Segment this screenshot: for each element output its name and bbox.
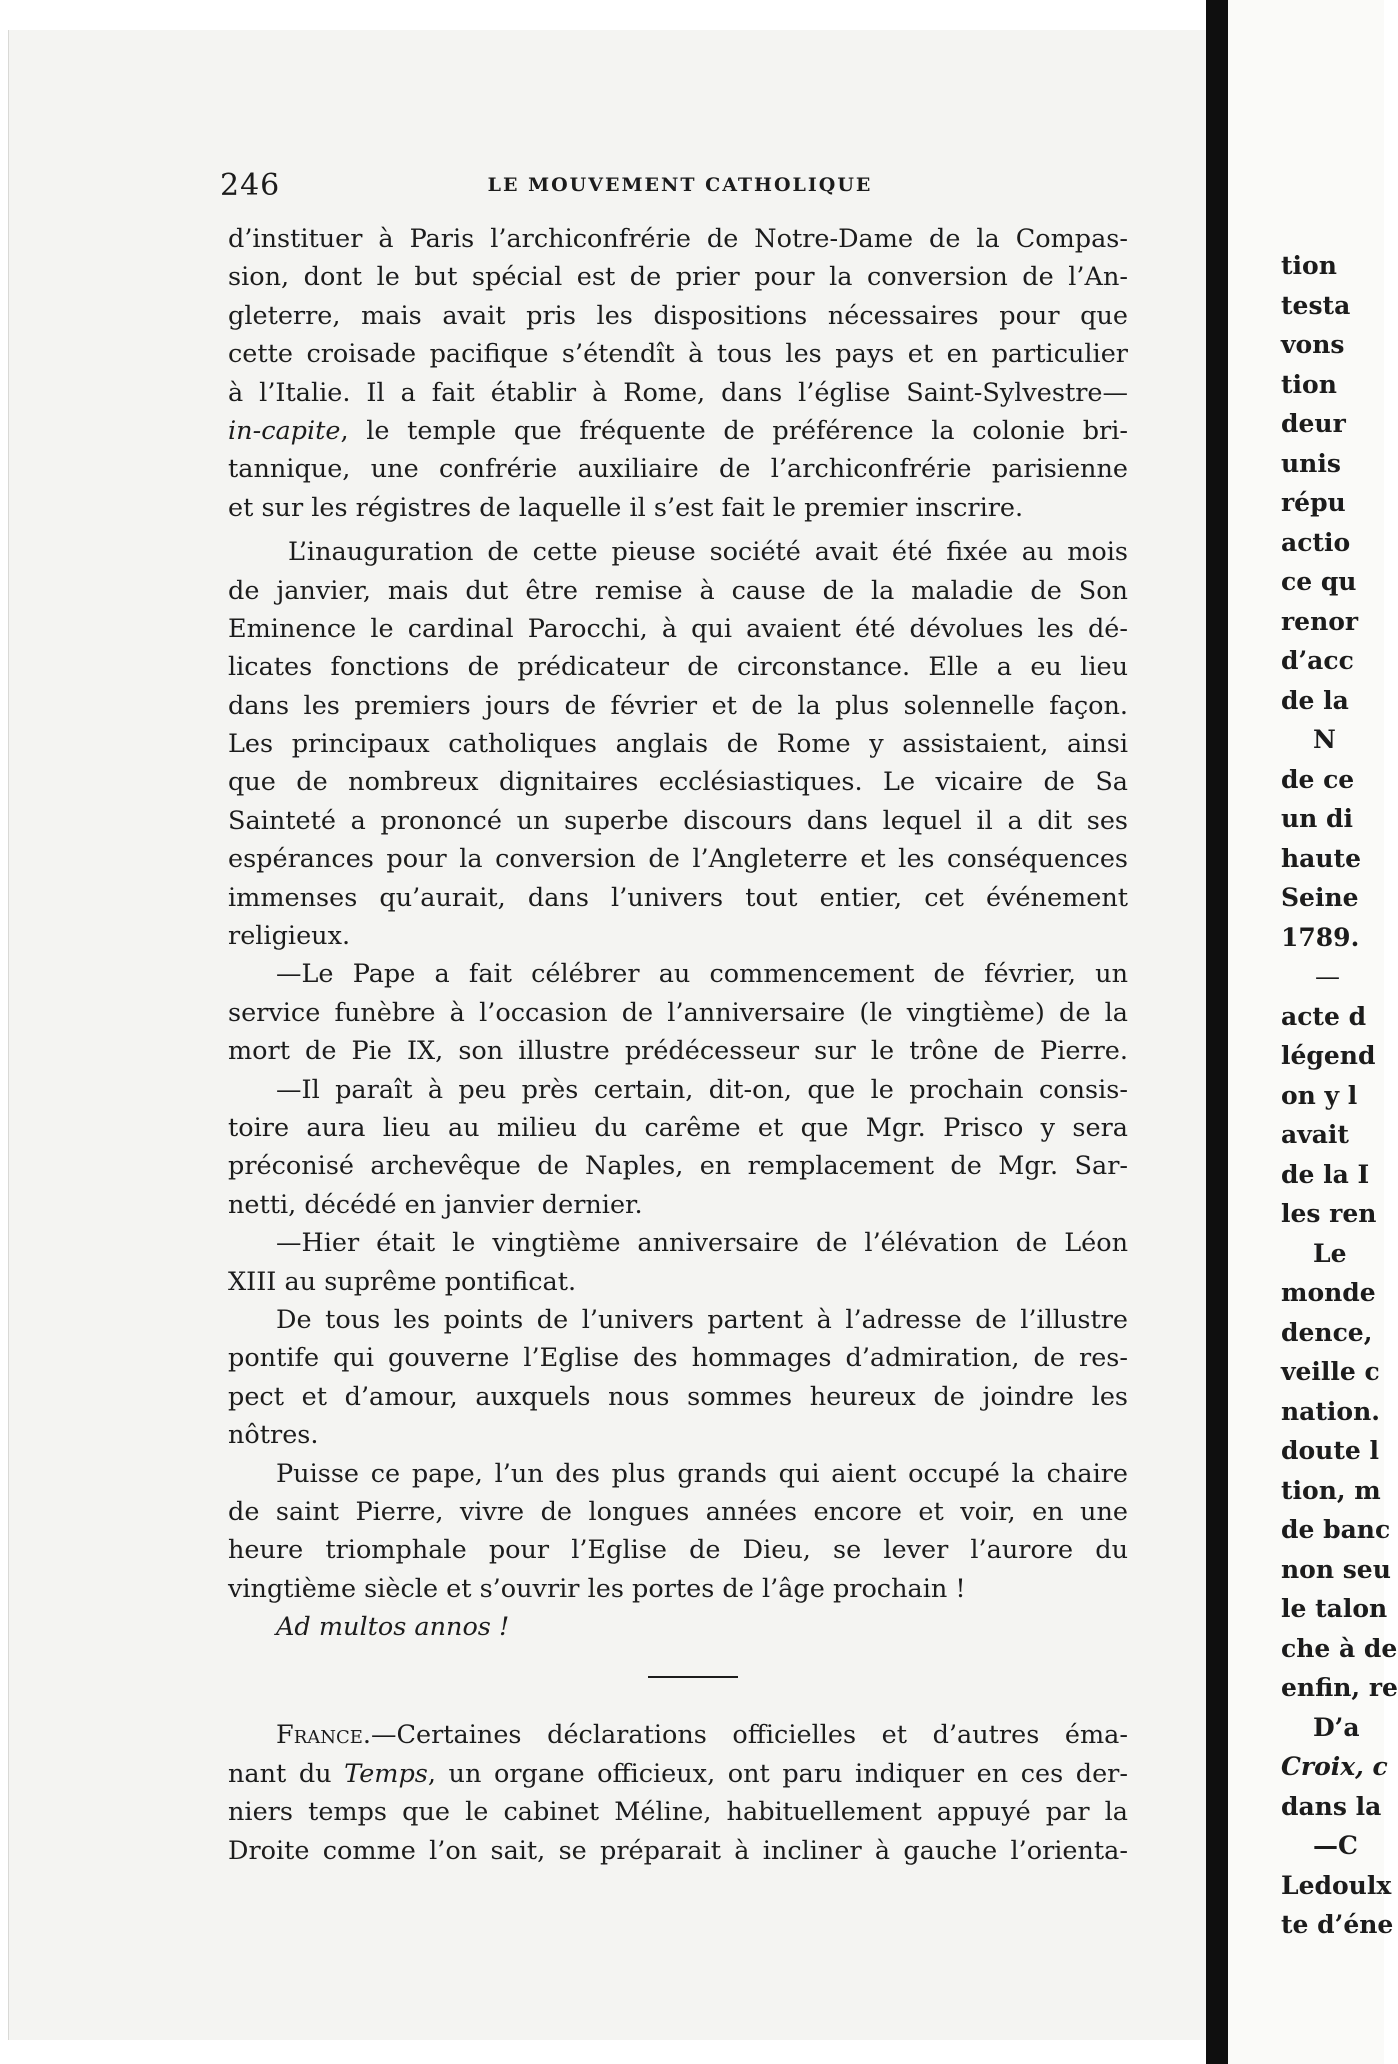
right-line: tion bbox=[1281, 369, 1337, 399]
text-line: netti, décédé en janvier dernier. bbox=[228, 1189, 643, 1220]
right-line: monde bbox=[1281, 1278, 1376, 1307]
text-line: que de nombreux dignitaires ecclésiastiques. Le vicaire de Sa bbox=[228, 767, 1128, 798]
right-line: de banc bbox=[1281, 1515, 1391, 1544]
text-line: de saint Pierre, vivre de longues années encore et voir, en une bbox=[228, 1496, 1128, 1527]
right-line: haute bbox=[1281, 843, 1362, 873]
page-number: 246 bbox=[220, 168, 281, 203]
section-label-france: France. bbox=[276, 1720, 372, 1751]
right-line: tion bbox=[1281, 251, 1337, 280]
right-line: testa bbox=[1281, 290, 1351, 320]
text-line: espérances pour la conversion de l’Angleterre et les conséquences bbox=[228, 844, 1128, 875]
right-line: non seu bbox=[1281, 1554, 1391, 1584]
right-line: acte d bbox=[1281, 1001, 1367, 1031]
divider-rule bbox=[648, 1676, 738, 1678]
text-fragment: , un organe officieux, ont paru indiquer en ces der- bbox=[427, 1758, 1128, 1789]
text-line: heure triomphale pour l’Eglise de Dieu, se lever l’aurore du bbox=[228, 1535, 1128, 1566]
text-line: —Il paraît à peu près certain, dit-on, que le prochain consis- bbox=[276, 1074, 1128, 1105]
right-line: vons bbox=[1281, 330, 1345, 359]
right-line: actio bbox=[1281, 527, 1351, 557]
right-line: légend bbox=[1281, 1041, 1376, 1070]
right-line: Croix, c bbox=[1281, 1752, 1388, 1781]
text-line: préconisé archevêque de Naples, en remplacement de Mgr. Sar- bbox=[228, 1151, 1128, 1182]
right-line: de la I bbox=[1281, 1159, 1370, 1189]
right-line: ce qu bbox=[1281, 567, 1357, 596]
right-line: le talon bbox=[1281, 1594, 1388, 1623]
right-line: N bbox=[1313, 725, 1336, 754]
right-line: nation. bbox=[1281, 1396, 1380, 1426]
right-line: unis bbox=[1281, 448, 1341, 478]
text-line: mort de Pie IX, son illustre prédécesseur sur le trône de Pierre. bbox=[228, 1036, 1128, 1067]
text-line: service funèbre à l’occasion de l’anniversaire (le vingtième) de la bbox=[228, 997, 1128, 1028]
right-line: —C bbox=[1313, 1831, 1358, 1860]
text-line: pontife qui gouverne l’Eglise des hommages d’admiration, de res- bbox=[228, 1343, 1128, 1374]
text-line: Les principaux catholiques anglais de Rome y assistaient, ainsi bbox=[228, 729, 1128, 760]
text-line: pect et d’amour, auxquels nous sommes heureux de joindre les bbox=[228, 1381, 1128, 1412]
text-line-ad-multos: Ad multos annos ! bbox=[276, 1612, 510, 1643]
text-fragment: , le temple que fréquente de préférence la colonie bri- bbox=[340, 415, 1128, 446]
text-line: à l’Italie. Il a fait établir à Rome, dans l’église Saint-Sylvestre— bbox=[228, 377, 1128, 408]
right-line: — bbox=[1315, 962, 1340, 991]
text-line: toire aura lieu au milieu du carême et que Mgr. Prisco y sera bbox=[228, 1112, 1128, 1143]
running-title: LE MOUVEMENT CATHOLIQUE bbox=[487, 174, 873, 196]
right-line: enfin, re bbox=[1281, 1673, 1398, 1702]
text-line: —Le Pape a fait célébrer au commencement de février, un bbox=[276, 959, 1128, 990]
running-head bbox=[220, 168, 1140, 208]
text-line: De tous les points de l’univers partent à l’adresse de l’illustre bbox=[276, 1304, 1128, 1335]
book-gutter bbox=[1206, 0, 1228, 2064]
right-line: de ce bbox=[1281, 764, 1355, 794]
text-line: dans les premiers jours de février et de la plus solennelle façon. bbox=[228, 690, 1128, 721]
text-line: nôtres. bbox=[228, 1420, 319, 1451]
text-fragment: nant du bbox=[228, 1758, 345, 1789]
text-line: cette croisade pacifique s’étendît à tous les pays et en particulier bbox=[228, 339, 1128, 370]
text-line: niers temps que le cabinet Méline, habituellement appuyé par la bbox=[228, 1797, 1128, 1828]
right-line: dans la bbox=[1281, 1791, 1382, 1821]
text-line: de janvier, mais dut être remise à cause de la maladie de Son bbox=[228, 575, 1128, 606]
right-line: d’acc bbox=[1281, 646, 1354, 675]
italic-in-capite: in-capite bbox=[228, 415, 341, 446]
text-fragment: —Certaines déclarations officielles et d’autres éma- bbox=[371, 1720, 1128, 1751]
right-line: D’a bbox=[1313, 1712, 1360, 1742]
section-divider bbox=[228, 1646, 1128, 1716]
text-line: Eminence le cardinal Parocchi, à qui avaient été dévolues les dé- bbox=[228, 613, 1128, 644]
text-line: immenses qu’aurait, dans l’univers tout entier, cet événement bbox=[228, 882, 1128, 913]
right-line: tion, m bbox=[1281, 1475, 1381, 1505]
right-line: les ren bbox=[1281, 1199, 1377, 1228]
text-line: religieux. bbox=[228, 921, 351, 952]
text-line: vingtième siècle et s’ouvrir les portes de l’âge prochain ! bbox=[228, 1573, 966, 1604]
right-line: che à de bbox=[1281, 1633, 1398, 1663]
right-line: Seine bbox=[1281, 883, 1359, 912]
text-line: d’instituer à Paris l’archiconfrérie de Notre-Dame de la Compas- bbox=[228, 224, 1128, 254]
right-line: veille c bbox=[1281, 1357, 1380, 1386]
text-line bbox=[228, 412, 1128, 450]
right-line: de la bbox=[1281, 685, 1349, 715]
text-line: et sur les régistres de laquelle il s’est fait le premier inscrire. bbox=[228, 492, 1024, 523]
right-line: dence, bbox=[1281, 1317, 1373, 1347]
text-line: —Hier était le vingtième anniversaire de l’élévation de Léon bbox=[276, 1228, 1128, 1259]
right-line: 1789. bbox=[1281, 922, 1360, 952]
italic-temps: Temps bbox=[344, 1758, 428, 1789]
text-line: Droite comme l’on sait, se préparait à incliner à gauche l’orienta- bbox=[228, 1835, 1128, 1866]
text-line: licates fonctions de prédicateur de circonstance. Elle a eu lieu bbox=[228, 652, 1128, 683]
right-line: Le bbox=[1313, 1238, 1347, 1268]
right-line: te d’éne bbox=[1281, 1910, 1394, 1939]
text-line: tannique, une confrérie auxiliaire de l’archiconfrérie parisienne bbox=[228, 454, 1128, 485]
text-line: L’inauguration de cette pieuse société avait été fixée au mois bbox=[288, 537, 1128, 568]
right-line: répu bbox=[1281, 488, 1346, 517]
text-line: XIII au suprême pontificat. bbox=[228, 1266, 577, 1297]
right-line: un di bbox=[1281, 804, 1354, 833]
right-line: Ledoulx bbox=[1281, 1870, 1392, 1900]
right-line: on y l bbox=[1281, 1080, 1358, 1110]
right-line: deur bbox=[1281, 409, 1346, 438]
right-line: doute l bbox=[1281, 1436, 1379, 1465]
text-line: sion, dont le but spécial est de prier pour la conversion de l’An- bbox=[228, 262, 1128, 293]
text-line: Sainteté a prononcé un superbe discours dans lequel il a dit ses bbox=[228, 805, 1128, 836]
right-line: avait bbox=[1281, 1120, 1349, 1149]
body-text bbox=[228, 220, 1128, 1870]
right-line: renor bbox=[1281, 606, 1359, 636]
text-line bbox=[228, 1755, 1128, 1793]
text-line: gleterre, mais avait pris les dispositions nécessaires pour que bbox=[228, 300, 1128, 331]
text-line: Puisse ce pape, l’un des plus grands qui aient occupé la chaire bbox=[276, 1458, 1128, 1489]
right-page-text bbox=[1281, 246, 1398, 1945]
text-line bbox=[228, 1716, 1128, 1754]
